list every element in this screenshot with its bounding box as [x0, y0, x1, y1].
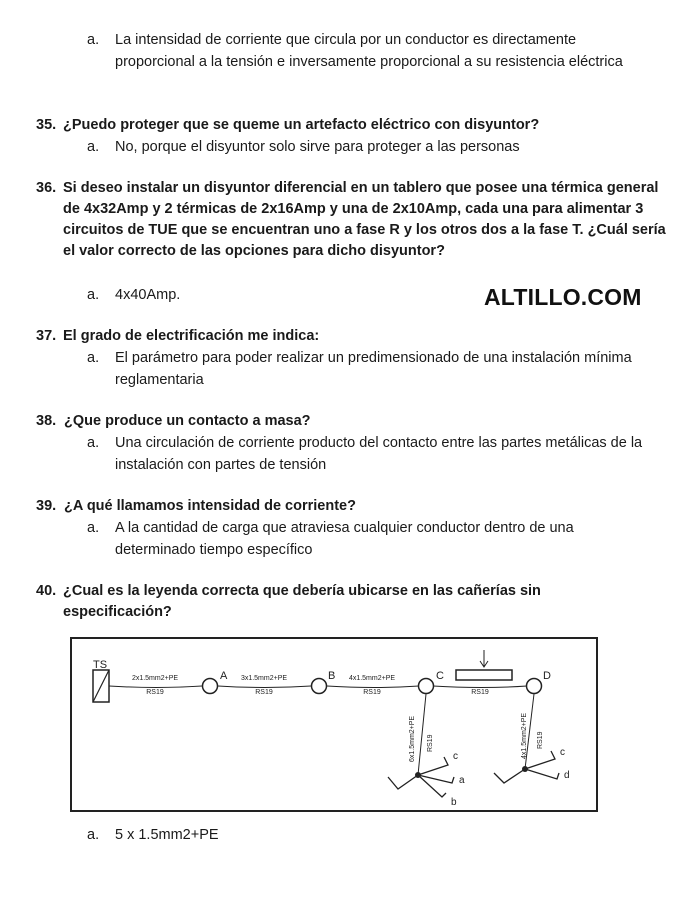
- node-label-a: A: [220, 670, 228, 682]
- segment-4-conduit: RS19: [471, 689, 489, 696]
- switch-d-label-c: c: [560, 747, 565, 758]
- switch-d-arm-c: [525, 751, 555, 769]
- cable-run-3: [327, 686, 419, 688]
- segment-3-cable: 4x1.5mm2+PE: [348, 675, 396, 682]
- answer-letter: a.: [87, 287, 100, 303]
- switch-c-label-a: a: [459, 775, 465, 786]
- answer-letter: a.: [87, 139, 100, 155]
- cable-run-4: [433, 686, 527, 688]
- drop-c-cable: 6x1.5mm2+PE: [409, 715, 416, 762]
- switch-d-arm-left: [494, 769, 525, 783]
- cable-run-2: [218, 686, 311, 688]
- node-label-b: B: [328, 670, 336, 682]
- node-d: [527, 679, 542, 694]
- question-text: ¿Cual es la leyenda correcta que debería ubicarse en las cañerías sin especificación?: [63, 583, 541, 620]
- node-label-d: D: [543, 670, 551, 682]
- question-number: 35.: [36, 117, 57, 133]
- panel-diagonal: [93, 670, 109, 702]
- wiring-diagram: [70, 637, 598, 813]
- answer-letter: a.: [87, 32, 100, 48]
- diagram-frame: [71, 638, 597, 811]
- answer-letter: a.: [87, 520, 100, 536]
- drop-d-conduit: RS19: [537, 731, 544, 749]
- switch-c-arm-a: [418, 775, 454, 783]
- drop-d-cable: 4x1.5mm2+PE: [521, 712, 528, 759]
- node-c: [419, 679, 434, 694]
- question-number: 40.: [36, 583, 57, 599]
- segment-1-conduit: RS19: [146, 689, 164, 696]
- segment-2-cable: 3x1.5mm2+PE: [240, 675, 288, 682]
- answer-letter: a.: [87, 435, 100, 451]
- answer-letter: a.: [87, 827, 100, 843]
- question-text: ¿A qué llamamos intensidad de corriente?: [64, 498, 356, 514]
- answer-text: 5 x 1.5mm2+PE: [115, 827, 219, 843]
- switch-c-arm-left: [388, 775, 418, 789]
- answer-text: A la cantidad de carga que atraviesa cualquier conductor dentro de una determinado tiempo específico: [115, 520, 574, 558]
- switch-d-arm-d: [525, 769, 559, 779]
- segment-2-conduit: RS19: [255, 689, 273, 696]
- watermark: ALTILLO.COM: [484, 284, 642, 310]
- question-number: 37.: [36, 328, 57, 344]
- drop-c-conduit: RS19: [427, 734, 434, 752]
- drop-c-line: [418, 694, 426, 775]
- question-number: 38.: [36, 413, 57, 429]
- question-text: ¿Que produce un contacto a masa?: [64, 413, 311, 429]
- switch-c-arm-c: [418, 757, 448, 775]
- switch-c-label-b: b: [451, 797, 457, 808]
- question-text: El grado de electrificación me indica:: [63, 328, 320, 344]
- cable-run-1: [109, 686, 202, 688]
- question-number: 39.: [36, 498, 57, 514]
- switch-c-label-c: c: [453, 751, 458, 762]
- answer-text: Una circulación de corriente producto del contacto entre las partes metálicas de la instalación con partes de tensión: [115, 435, 643, 473]
- answer-text: La intensidad de corriente que circula por un conductor es directamente proporcional a la tensión e inversamente proporcional a su resistencia eléctrica: [115, 32, 623, 70]
- node-label-c: C: [436, 670, 444, 682]
- unspecified-cable-box: [456, 670, 512, 680]
- answer-text: El parámetro para poder realizar un predimensionado de una instalación mínima reglamentaria: [115, 350, 632, 388]
- answer-text: 4x40Amp.: [115, 287, 181, 303]
- node-a: [203, 679, 218, 694]
- segment-3-conduit: RS19: [363, 689, 381, 696]
- panel-label: TS: [93, 659, 108, 671]
- switch-d-label-d: d: [564, 770, 570, 781]
- answer-letter: a.: [87, 350, 100, 366]
- question-text: Si deseo instalar un disyuntor diferencial en un tablero que posee una térmica general de 4x32Amp y 2 térmicas de 2x16Amp y una de 2x10Amp, cada una para alimentar 3 circuitos de TUE que se encuentran uno a fase R y los otros dos a la fase T. ¿Cuál sería el valor correcto de las opciones para dicho disyuntor?: [63, 180, 666, 259]
- segment-1-cable: 2x1.5mm2+PE: [131, 675, 179, 682]
- question-number: 36.: [36, 180, 57, 196]
- node-b: [312, 679, 327, 694]
- question-text: ¿Puedo proteger que se queme un artefacto eléctrico con disyuntor?: [63, 117, 540, 133]
- answer-text: No, porque el disyuntor solo sirve para proteger a las personas: [115, 139, 520, 155]
